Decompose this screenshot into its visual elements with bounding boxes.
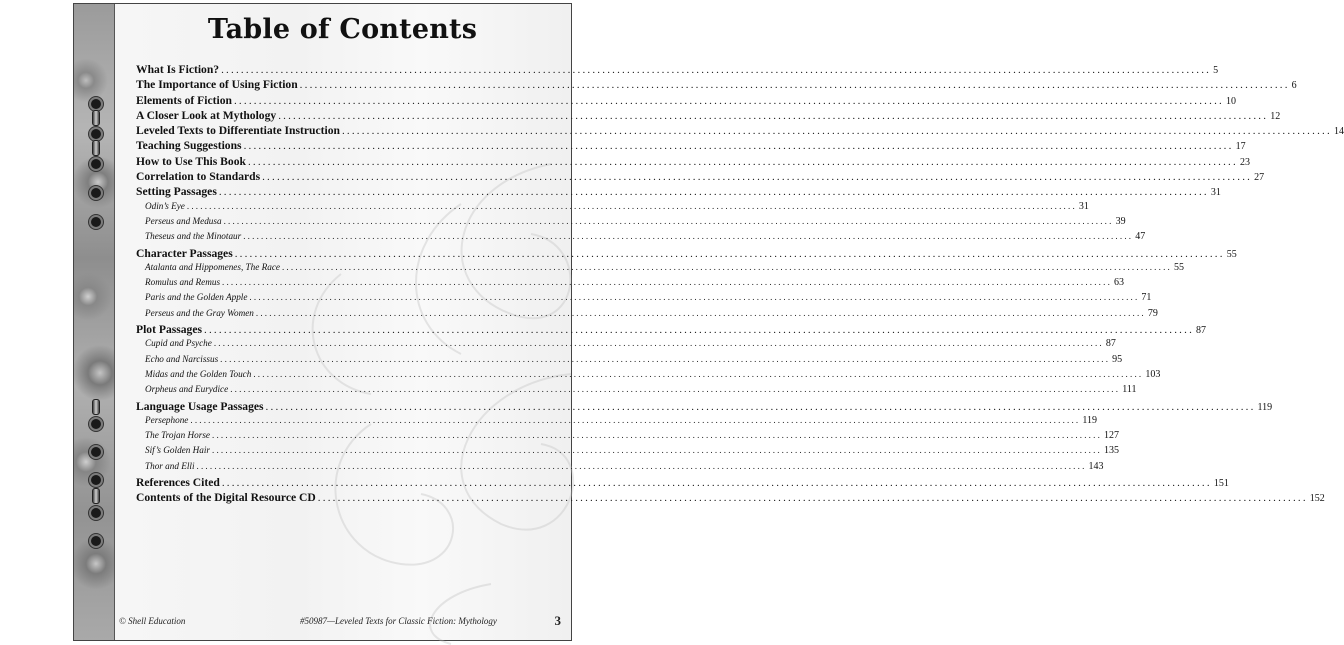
dot-leader: ........................................................................................................................................................................................................ <box>299 79 1290 92</box>
toc-page-number: 135 <box>1104 445 1119 457</box>
toc-subentry <box>136 338 1116 353</box>
dot-leader: ........................................................................................................................................................................................................ <box>234 247 1225 260</box>
toc-entry-title: Language Usage Passages <box>136 399 264 413</box>
toc-entry-title: Setting Passages <box>136 185 217 199</box>
dot-leader: ........................................................................................................................................................................................................ <box>253 368 1144 379</box>
binding-ring-icon <box>89 186 103 200</box>
dot-leader: ........................................................................................................................................................................................................ <box>247 155 1238 168</box>
toc-page-number: 55 <box>1226 248 1237 260</box>
dot-leader: ........................................................................................................................................................................................................ <box>204 324 1195 337</box>
toc-page-number: 79 <box>1147 307 1158 319</box>
toc-page-number: 23 <box>1239 156 1250 168</box>
dot-leader: ........................................................................................................................................................................................................ <box>262 171 1253 184</box>
toc-entry-title: The Trojan Horse <box>145 430 211 441</box>
toc-entry-title: Theseus and the Minotaur <box>145 231 242 242</box>
toc-subentry <box>136 215 1126 231</box>
toc-entry-title: The Importance of Using Fiction <box>136 78 298 92</box>
toc-entry <box>136 139 1246 154</box>
binding-ring-icon <box>89 127 103 141</box>
page-title: Table of Contents <box>207 14 478 45</box>
publisher-credit: © Shell Education <box>119 616 186 626</box>
toc-entry <box>136 476 1229 491</box>
dot-leader: ........................................................................................................................................................................................................ <box>317 492 1308 505</box>
toc-entry <box>136 63 1219 78</box>
toc-page-number: 119 <box>1257 401 1273 413</box>
toc-entry-title: Character Passages <box>136 246 233 260</box>
toc-entry-title: Orpheus and Eurydice <box>145 384 229 395</box>
toc-subentry <box>136 200 1089 216</box>
toc-entry-title: Teaching Suggestions <box>136 139 242 153</box>
binding-ring-icon <box>89 506 103 520</box>
toc-page-number: 152 <box>1309 493 1325 505</box>
toc-subentry <box>136 292 1152 307</box>
toc-page-number: 87 <box>1196 325 1207 337</box>
toc-entry-title: Echo and Narcissus <box>145 353 219 364</box>
toc-entry-title: Perseus and the Gray Women <box>145 307 254 318</box>
document-page <box>73 3 1344 641</box>
toc-page-number: 47 <box>1135 231 1146 243</box>
toc-page-number: 6 <box>1291 80 1297 92</box>
toc-entry-title: Elements of Fiction <box>136 93 232 107</box>
book-reference: #50987—Leveled Texts for Classic Fiction: Mythology <box>300 616 497 626</box>
dot-leader: ........................................................................................................................................................................................................ <box>230 384 1121 395</box>
binding-ring-icon <box>89 215 103 229</box>
dot-leader: ........................................................................................................................................................................................................ <box>341 125 1332 138</box>
toc-page-number: 63 <box>1114 277 1125 289</box>
toc-entry-title: Persephone <box>145 414 189 425</box>
toc-page-number: 14 <box>1333 126 1344 138</box>
binding-ring-icon <box>89 157 103 171</box>
dot-leader: ........................................................................................................................................................................................................ <box>265 400 1256 413</box>
binding-bar-icon <box>92 488 100 504</box>
toc-entry <box>136 78 1297 93</box>
toc-entry <box>136 491 1325 506</box>
toc-page-number: 143 <box>1088 460 1104 472</box>
dot-leader: ........................................................................................................................................................................................................ <box>221 477 1212 490</box>
toc-entry <box>136 185 1221 200</box>
toc-subentry <box>136 414 1098 430</box>
toc-subentry <box>136 460 1104 476</box>
binding-ring-icon <box>89 97 103 111</box>
binding-bar-icon <box>92 399 100 415</box>
toc-entry <box>136 399 1273 415</box>
binding-ring-icon <box>89 445 103 459</box>
toc-entry-title: Perseus and Medusa <box>145 215 222 226</box>
toc-subentry <box>136 430 1120 445</box>
toc-subentry <box>136 445 1119 460</box>
page-number: 3 <box>554 613 561 628</box>
toc-page-number: 87 <box>1105 338 1116 350</box>
toc-page-number: 12 <box>1270 110 1281 122</box>
dot-leader: ........................................................................................................................................................................................................ <box>249 292 1140 303</box>
toc-entry-title: References Cited <box>136 476 220 490</box>
table-of-contents <box>136 63 1344 507</box>
dot-leader: ........................................................................................................................................................................................................ <box>255 307 1146 318</box>
dot-leader: ........................................................................................................................................................................................................ <box>243 231 1134 242</box>
toc-entry-title: Sif’s Golden Hair <box>145 445 210 456</box>
toc-page-number: 103 <box>1145 368 1161 380</box>
toc-page-number: 151 <box>1213 478 1229 490</box>
toc-entry-title: Paris and the Golden Apple <box>145 292 248 303</box>
dot-leader: ........................................................................................................................................................................................................ <box>233 94 1224 107</box>
toc-page-number: 5 <box>1213 65 1219 76</box>
toc-entry-title: Plot Passages <box>136 323 203 337</box>
toc-subentry <box>136 368 1161 384</box>
toc-entry-title: Atalanta and Hippomenes, The Race <box>145 261 280 272</box>
toc-subentry <box>136 261 1184 277</box>
dot-leader: ........................................................................................................................................................................................................ <box>281 261 1172 272</box>
toc-entry <box>136 246 1237 262</box>
dot-leader: ........................................................................................................................................................................................................ <box>243 140 1234 153</box>
decorative-border <box>74 4 115 640</box>
dot-leader: ........................................................................................................................................................................................................ <box>221 64 1212 76</box>
toc-subentry <box>136 277 1125 292</box>
binding-bar-icon <box>92 110 100 126</box>
toc-page-number: 31 <box>1078 200 1089 212</box>
dot-leader: ........................................................................................................................................................................................................ <box>212 430 1103 441</box>
toc-page-number: 17 <box>1235 141 1246 153</box>
toc-entry-title: Cupid and Psyche <box>145 338 212 349</box>
toc-page-number: 111 <box>1122 384 1137 396</box>
dot-leader: ........................................................................................................................................................................................................ <box>212 445 1102 456</box>
toc-entry <box>136 93 1236 109</box>
dot-leader: ........................................................................................................................................................................................................ <box>223 215 1114 226</box>
dot-leader: ........................................................................................................................................................................................................ <box>190 414 1081 425</box>
toc-page-number: 119 <box>1082 414 1098 426</box>
toc-entry <box>136 170 1265 185</box>
dot-leader: ........................................................................................................................................................................................................ <box>218 186 1209 199</box>
toc-page-number: 10 <box>1225 95 1236 107</box>
toc-entry <box>136 323 1207 338</box>
toc-entry-title: Correlation to Standards <box>136 170 261 184</box>
toc-entry-title: How to Use This Book <box>136 154 246 168</box>
toc-entry-title: Thor and Elli <box>145 460 195 471</box>
toc-entry-title: Odin’s Eye <box>145 200 185 211</box>
toc-entry-title: Midas and the Golden Touch <box>145 368 252 379</box>
toc-page-number: 95 <box>1112 353 1123 365</box>
dot-leader: ........................................................................................................................................................................................................ <box>196 460 1087 471</box>
binding-ring-icon <box>89 534 103 548</box>
toc-entry <box>136 108 1281 124</box>
toc-page-number: 71 <box>1141 292 1152 304</box>
dot-leader: ........................................................................................................................................................................................................ <box>278 109 1269 122</box>
toc-entry <box>136 124 1344 139</box>
toc-page-number: 55 <box>1173 261 1184 273</box>
binding-bar-icon <box>92 140 100 156</box>
toc-subentry <box>136 384 1137 399</box>
dot-leader: ........................................................................................................................................................................................................ <box>220 353 1111 364</box>
toc-subentry <box>136 353 1123 369</box>
binding-ring-icon <box>89 417 103 431</box>
binding-ring-icon <box>89 473 103 487</box>
toc-page-number: 31 <box>1210 187 1221 199</box>
dot-leader: ........................................................................................................................................................................................................ <box>213 338 1104 349</box>
dot-leader: ........................................................................................................................................................................................................ <box>186 200 1077 211</box>
toc-entry-title: Leveled Texts to Differentiate Instruction <box>136 124 340 138</box>
toc-entry-title: What Is Fiction? <box>136 63 220 76</box>
toc-subentry <box>136 307 1158 323</box>
toc-entry-title: Romulus and Remus <box>145 277 221 288</box>
toc-entry-title: A Closer Look at Mythology <box>136 108 277 122</box>
toc-page-number: 27 <box>1254 172 1265 184</box>
toc-subentry <box>136 231 1146 246</box>
toc-page-number: 39 <box>1115 215 1126 227</box>
toc-entry <box>136 154 1250 170</box>
toc-entry-title: Contents of the Digital Resource CD <box>136 491 316 505</box>
toc-page-number: 127 <box>1104 430 1120 442</box>
dot-leader: ........................................................................................................................................................................................................ <box>222 277 1113 288</box>
